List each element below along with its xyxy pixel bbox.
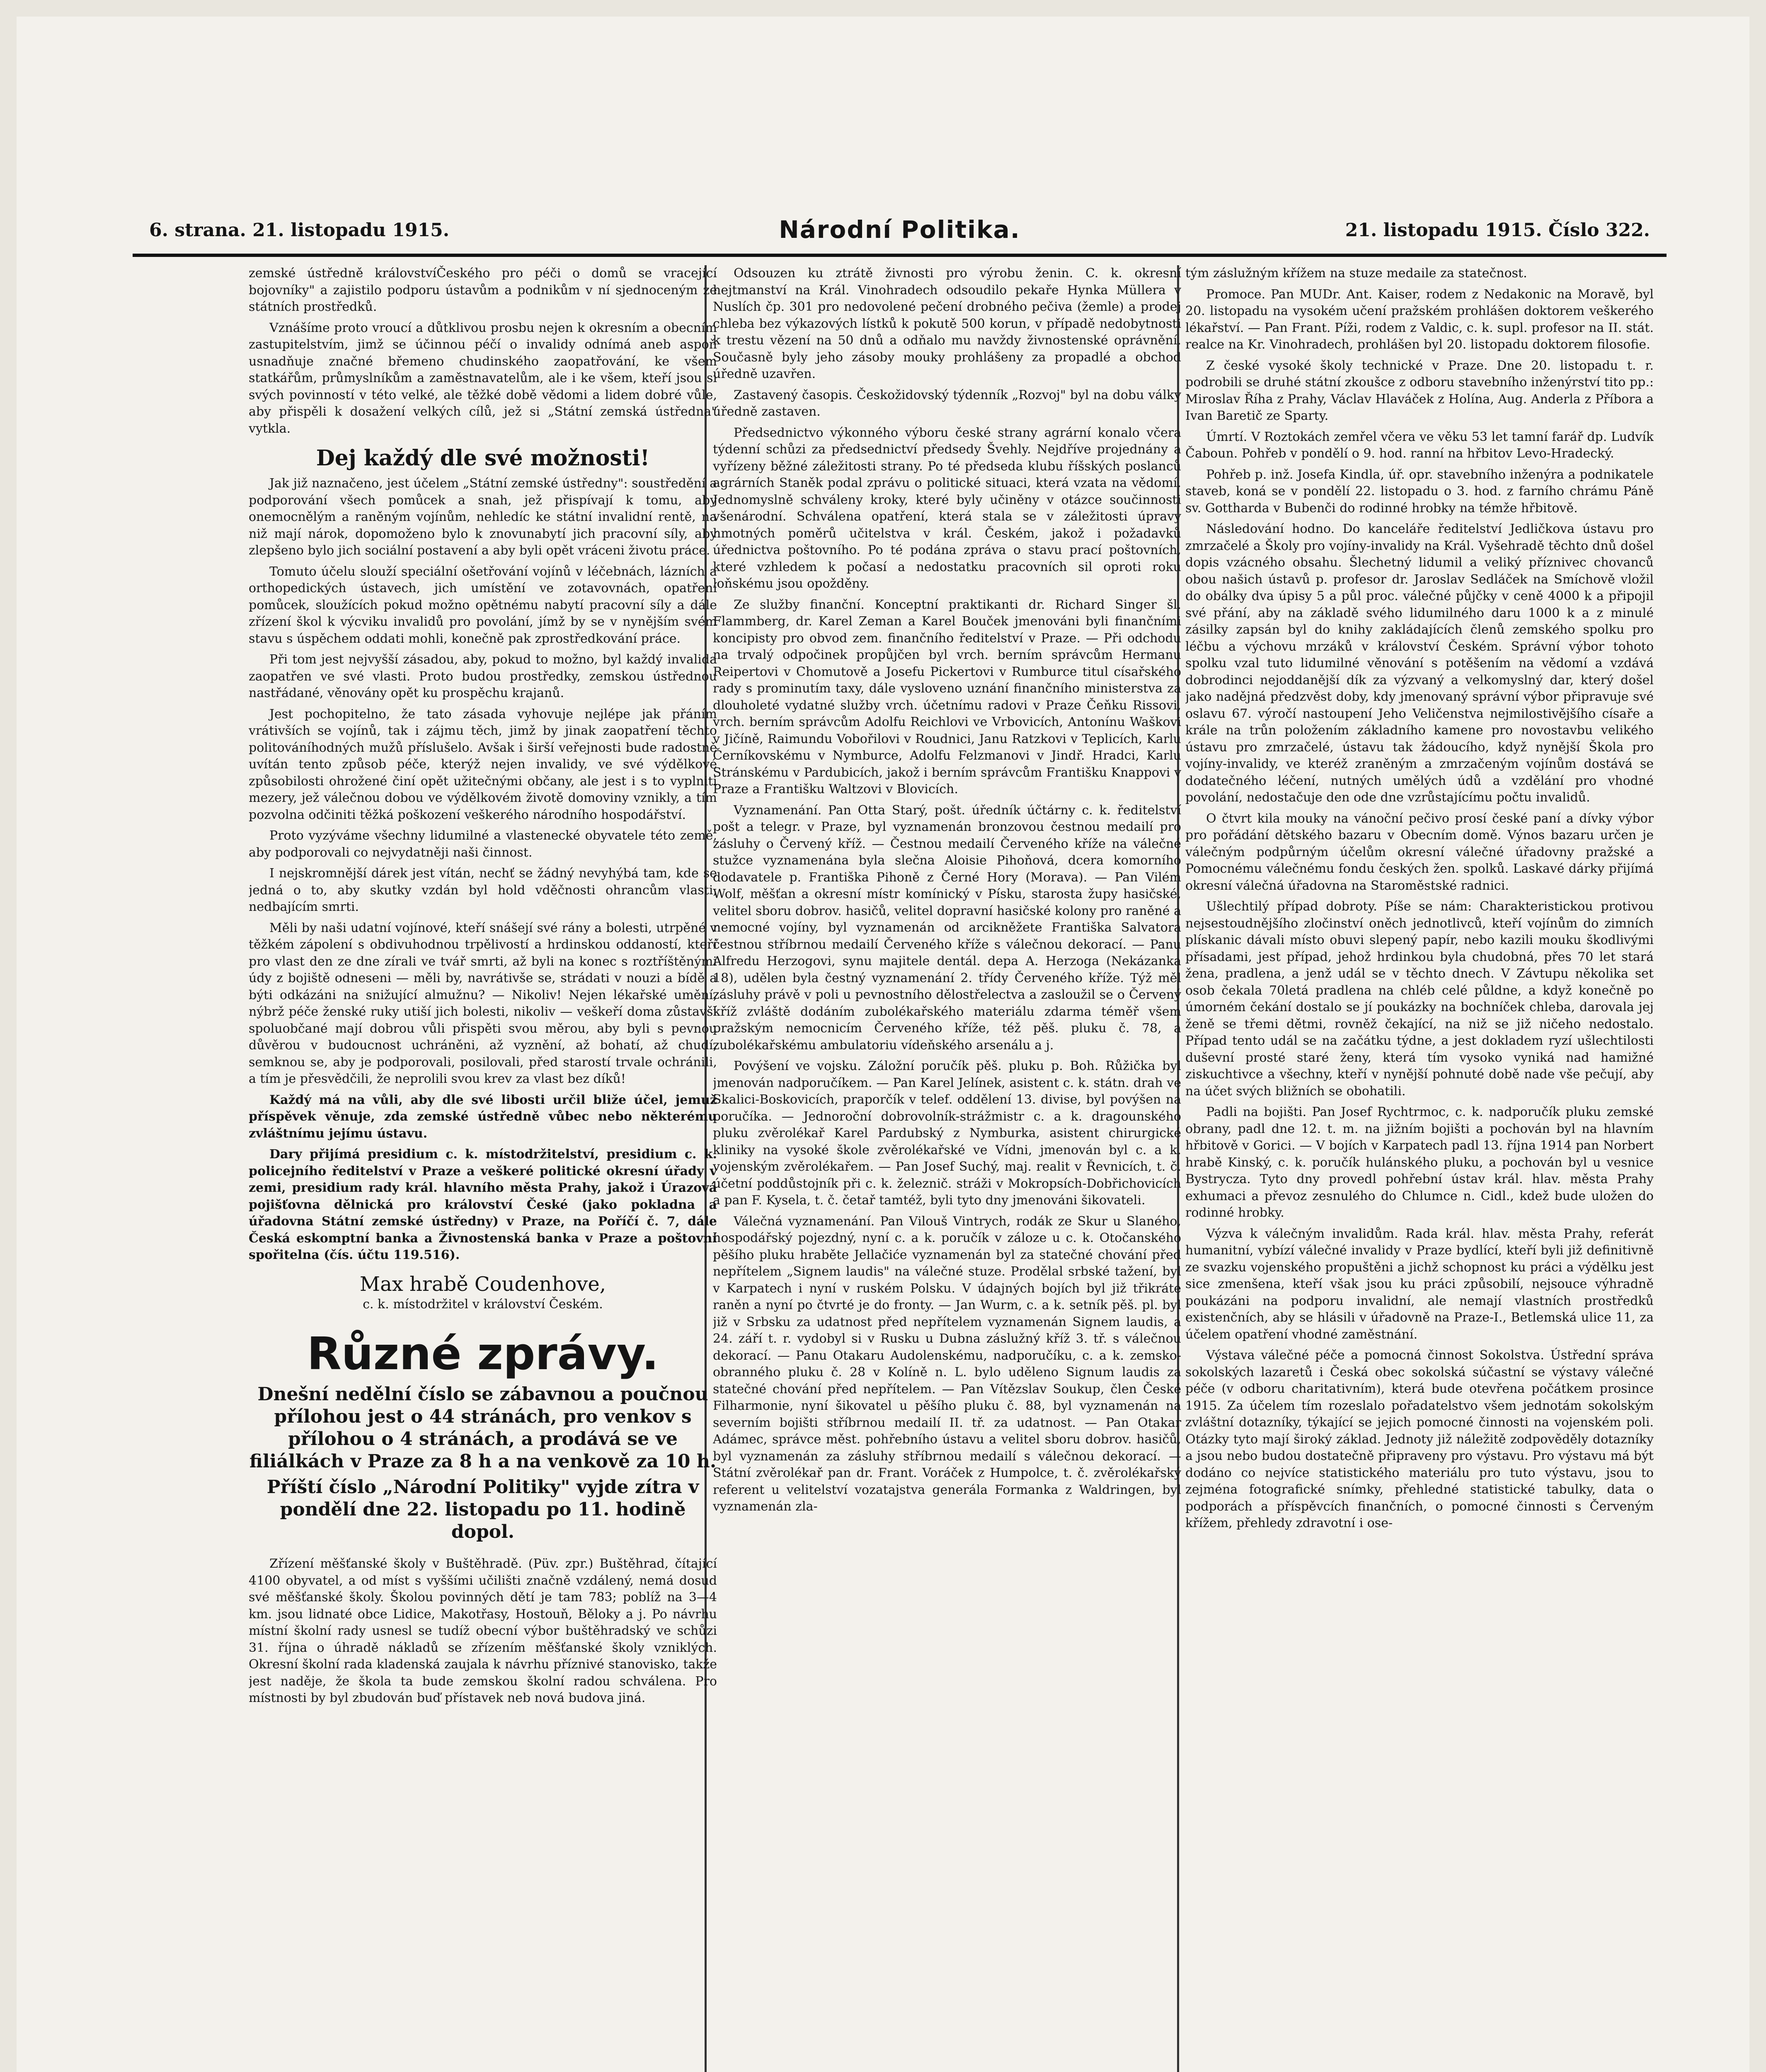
news-item: Zřízení měšťanské školy v Buštěhradě. (Püv. zpr.) Buštěhrad, čítající 4100 obyvatel, a od míst s vyššími učilišti značně vzdálený, nemá dosud své měšťanské školy. Školou povinných dětí je tam 783; poblíž na 3—4 km. jsou lidnaté obce Lidice, Makotřasy, Hostouň, Běloky a j. Po návrhu místní školní rady usnesl se tudíž obecní výbor buštěhradský ve schůzi 31. října o úhradě nákladů se zřízením měšťanské školy vzniklých. Okresní školní rada kladenská zaujala k návrhu příznivé stanovisko, takže jest naděje, že škola ta bude zemskou školní radou schválena. Pro místnosti by byl zbudován buď přístavek neb nová budova jiná.	[249, 1556, 717, 1705]
news-item: Povýšení ve vojsku. Záložní poručík pěš. pluku p. Boh. Růžička byl jmenován nadporučíkem. — Pan Karel Jelínek, asistent c. k. státn. drah ve Skalici-Boskovicích, praporčík v telef. oddělení 13. divise, byl povýšen na poručíka. — Jednoroční dobrovolník-strážmistr c. a k. dragounského pluku zvěrolékař Karel Pardubský z Nymburka, asistent chirurgické kliniky na vysoké škole zvěrolékařské ve Vídni, jmenován byl c. a k. vojenským zvěrolékařem. — Pan Josef Suchý, maj. realit v Řevnicích, t. č. účetní poddůstojník při c. k. železnič. stráži v Mokropsích-Dobřichovicích a pan F. Kysela, t. č. četař tamtéž, byli tyto dny jmenováni šikovateli.	[713, 1059, 1181, 1208]
column-2	[713, 265, 1181, 2072]
page-header	[133, 211, 1667, 257]
news-item: Následování hodno. Do kanceláře ředitelství Jedličkova ústavu pro zmrzačelé a Školy pro vojíny-invalidy na Král. Vyšehradě těchto dnů došel dopis vzácného obsahu. Šlechetný lidumil a veliký příznivec chovanců obou našich ústavů p. profesor dr. Jaroslav Sedláček na Smíchově vložil do obálky dva úpisy 5 a půl proc. válečné půjčky v ceně 4000 k a připojil své přání, aby na základě svého lidumilného daru 1000 k a z minulé zásilky zapsán byl do knihy zakládajících členů zemského spolku pro léčbu a výchovu mrzáků v království Českém. Správní výbor tohoto spolku vzal tuto lidumilné věnování s potěšením na vědomí a vzdává dobrodinci nejoddanější dík za výzvaný a velkomyslný dar, který došel jako nadějná předzvěst doby, kdy jmenovaný správní výbor připravuje své oslavu 67. výročí nastoupení Jeho Veličenstva nejmilostivějšího císaře a krále na trůn položením základního kamene pro novostavbu velikého ústavu pro zmrzačelé, ústavu tak žádoucího, když nynější Škola pro vojíny-invalidy, ve kteréž zraněným a zmrzačeným vojínům dostává se dodatečného léčení, nutných umělých údů a vzdělání pro vhodné povolání, nedostačuje den ode dne vzrůstajícímu počtu invalidů.	[1185, 522, 1654, 805]
header-left: 6. strana. 21. listopadu 1915.	[149, 220, 450, 241]
news-item: Promoce. Pan MUDr. Ant. Kaiser, rodem z Nedakonic na Moravě, byl 20. listopadu na vysokém učení pražském prohlášen doktorem veškerého lékařství. — Pan Frant. Píži, rodem z Valdic, c. k. supl. profesor na II. stát. realce na Kr. Vinohradech, prohlášen byl 20. listopadu doktorem filosofie.	[1185, 287, 1654, 352]
article-paragraph: Dary přijímá presidium c. k. místodržitelství, presidium c. k. policejního ředitelství v Praze a veškeré politické okresní úřady v zemi, presidium rady král. hlavního města Prahy, jakož i Úrazová pojišťovna dělnická pro království České (jako pokladna a úřadovna Státní zemské ústředny) v Praze, na Poříčí č. 7, dále Česká eskomptní banka a Živnostenská banka v Praze a poštovní spořitelna (čís. účtu 119.516).	[249, 1147, 717, 1262]
issue-notice	[249, 1383, 717, 1543]
signature-name: Max hrabě Coudenhove,	[359, 1272, 606, 1296]
issue-notice-1: Dnešní nedělní číslo se zábavnou a poučnou přílohou jest o 44 stránách, pro venkov s přílohou o 4 stránách, a prodává se ve filiálkách v Praze za 8 h a na venkově za 10 h.	[249, 1384, 717, 1472]
news-item: Padli na bojišti. Pan Josef Rychtrmoc, c. k. nadporučík pluku zemské obrany, padl dne 12. t. m. na jižním bojišti a pochován byl na hlavním hřbitově v Gorici. — V bojích v Karpatech padl 13. října 1914 pan Norbert hrabě Kinský, c. k. poručík hulánského pluku, a pochován byl u vesnice Bystrycza. Tyto dny provedl pohřební ústav král. hlav. města Prahy exhumaci a převoz zesnulého do Chlumce n. Cidl., kdež bude uložen do rodinné hrobky.	[1185, 1105, 1654, 1220]
news-item: Ze služby finanční. Konceptní praktikanti dr. Richard Singer šl. Flammberg, dr. Karel Zeman a Karel Bouček jmenováni byli finančními koncipisty pro obvod zem. finančního ředitelství v Praze. — Při odchodu na trvalý odpočinek propůjčen byl vrch. berním správcům Hermanu Reipertovi v Chomutově a Josefu Pickertovi v Rumburce titul císařského rady s prominutím taxy, dále vysloveno uznání finančního ministerstva za dlouholeté vydatné služby vrch. účetnímu radovi v Praze Čeňku Rissovi, vrch. berním správcům Adolfu Reichlovi ve Vrbovicích, Antonínu Waškovi v Jičíně, Raimundu Vobořilovi v Roudnici, Janu Ratzkovi v Teplicích, Karlu Černíkovskému v Nymburce, Adolfu Felzmanovi v Jindř. Hradci, Karlu Stránskému v Pardubicích, jakož i berním správcům Františku Knappovi v Praze a Františku Waltzovi v Blovicích.	[713, 597, 1181, 796]
article-paragraph: Měli by naši udatní vojínové, kteří snášejí své rány a bolesti, utrpěné v těžkém zápolení s obdivuhodnou trpělivostí a hrdinskou oddaností, kteří pro vlast den ze dne zírali ve tvář smrti, až byli na konec s roztříštěnými údy z bojiště odneseni — měli by, navrátivše se, strádati v nouzi a bídě a býti odkázáni na snižující almužnu? — Nikoliv! Nejen lékařské umění, nýbrž péče ženské ruky utiší jich bolesti, nikoliv — veškeří doma zůstavší spoluobčané mají dobrou vůli přispěti svou měrou, aby byli s pevnou důvěrou v budoucnost uchráněni, až vyznění, až bohatí, až chudí, semknou se, aby je podporovali, posilovali, před starostí trvale ochránili, a tím je přesvědčili, že neprolili svou krev za vlast bez díků!	[249, 920, 717, 1086]
article-paragraph: Proto vyzýváme všechny lidumilné a vlastenecké obyvatele této země, aby podporovali co nejvydatněji naši činnost.	[249, 828, 717, 860]
news-item: O čtvrt kila mouky na vánoční pečivo prosí české paní a dívky výbor pro pořádání dětského bazaru v Obecním domě. Výnos bazaru určen je válečným podpůrným účelům okresní válečné úřadovny pražské a Pomocnému válečnému fondu českých žen. spolků. Laskavé dárky přijímá okresní válečná úřadovna na Staroměstské radnici.	[1185, 811, 1654, 893]
news-item: Z české vysoké školy technické v Praze. Dne 20. listopadu t. r. podrobili se druhé státní zkoušce z odboru stavebního inženýrství tito pp.: Miroslav Říha z Prahy, Václav Hlaváček z Holína, Aug. Anderla z Příbora a Ivan Baretič ze Sparty.	[1185, 358, 1654, 423]
article-paragraph: Jak již naznačeno, jest účelem „Státní zemské ústředny": soustředění a podporování všech pomůcek a snah, jež přispívají k tomu, aby onemocnělým a raněným vojínům, nehledíc ke státní invalidní rentě, na niž mají nárok, dopomoženo bylo k znovunabytí jich pracovní síly, aby zlepšeno bylo jich sociální postavení a aby byli opět vráceni životu práce.	[249, 476, 717, 558]
article-paragraph: Tomuto účelu slouží speciální ošetřování vojínů v léčebnách, lázních a orthopedických ústavech, jich umístění ve zotavovnách, opatření pomůcek, sloužících pokud možno opětnému nabytí pracovní síly a dále zřízení škol k výcviku invalidů pro povolání, jímž by se v nynějším svém stavu s úspěchem oddati mohli, konečně pak zprostředkování práce.	[249, 564, 717, 646]
header-right: 21. listopadu 1915. Číslo 322.	[1345, 220, 1650, 241]
news-item: Zastavený časopis. Českožidovský týdenník „Rozvoj" byl na dobu války úředně zastaven.	[713, 387, 1181, 419]
issue-notice-2: Příští číslo „Národní Politiky" vyjde zítra v pondělí dne 22. listopadu po 11. hodině dopol.	[266, 1477, 699, 1542]
column-1	[249, 265, 717, 2072]
newspaper-page	[17, 17, 1749, 2072]
article-paragraph: Každý má na vůli, aby dle své libosti určil bliže účel, jemuž příspěvek věnuje, zda zemské ústředně vůbec nebo některému zvláštnímu jejímu ústavu.	[249, 1092, 717, 1141]
news-item: Pohřeb p. inž. Josefa Kindla, úř. opr. stavebního inženýra a podnikatele staveb, koná se v pondělí 22. listopadu o 3. hod. z farního chrámu Páně sv. Gottharda v Bubenči do rodinné hrobky na témže hřbitově.	[1185, 467, 1654, 516]
appeal-heading: Dej každý dle své možnosti!	[316, 445, 650, 471]
article-paragraph: Jest pochopitelno, že tato zásada vyhovuje nejlépe jak přáním vrátivších se vojínů, tak i zájmu těch, jimž by jinak zaopatření těchto politováníhodných mužů příslušelo. Avšak i širší veřejnosti bude radostně uvítán tento způsob péče, kterýž nejen invalidy, ve své výdělkové způsobilosti ohrožené činí opět užitečnými občany, ale jest i s to vyplniti mezery, jež válečnou dobou ve výdělkovém životě domoviny vznikly, a tím pozvolna odčiniti těžká poškození veškerého národního hospodářství.	[249, 707, 717, 822]
signature-title: c. k. místodržitel v království Českém.	[363, 1297, 603, 1312]
news-item: Výzva k válečným invalidům. Rada král. hlav. města Prahy, referát humanitní, vybízí válečné invalidy v Praze bydlící, kteří byli již definitivně ze svazku vojenského propuštěni a jichž schopnost ku práci a výdělku jest sice zmenšena, kteří však jsou ku práci způsobilí, nejsouce výhradně poukázáni na podporu invalidní, ale nemají vlastních prostředků existenčních, aby se hlásili v úřadovně na Praze-I., Betlemská ulice 11, za účelem opatření vhodné zaměstnání.	[1185, 1226, 1654, 1342]
news-item: Odsouzen ku ztrátě živnosti pro výrobu ženin. C. k. okresní hejtmanství na Král. Vinohradech odsoudilo pekaře Hynka Müllera v Nuslích čp. 301 pro nedovolené pečení drobného pečiva (žemle) a prodej chleba bez výkazových lístků k pokutě 500 korun, v případě nedobytnosti k trestu vězení na 50 dnů a odňalo mu navždy živnostenské oprávnění. Současně byly jeho zásoby mouky prohlášeny za propadlé a obchod úředně uzavřen.	[713, 266, 1181, 381]
news-item: Úmrtí. V Roztokách zemřel včera ve věku 53 let tamní farář dp. Ludvík Čaboun. Pohřeb v pondělí o 9. hod. ranní na hřbitov Levo-Hradecký.	[1185, 429, 1654, 461]
article-paragraph: Vznášíme proto vroucí a důtklivou prosbu nejen k okresním a obecním zastupitelstvím, jimž se účinnou péčí o invalidy odnímá aneb aspoň usnadňuje značné břemeno chudinského zaopatřování, ke všem statkářům, průmyslníkům a zaměstnavatelům, ale i ke všem, kteří jsou si svých povinností v této velké, ale těžké době vědomi a lidem dobré vůle, aby přispěli k dosažení velkých cílů, jež si „Státní zemská ústředna" vytkla.	[249, 320, 717, 436]
article-paragraph: zemské ústředně královstvíČeského pro péči o domů se vracející bojovníky" a zajistilo podporu ústavům a podnikům v ní sjednoceným ze státních prostředků.	[249, 266, 717, 314]
column-3	[1185, 265, 1654, 2072]
news-item: Válečná vyznamenání. Pan Vilouš Vintrych, rodák ze Skur u Slaného, hospodářský pojezdný, nyní c. a k. poručík v záloze u c. k. Otočanského pěšího pluku hraběte Jellačiće vyznamenán byl za statečné chování před nepřítelem „Signem laudis" na válečné stuze. Prodělal srbské tažení, byl v Karpatech i nyní v ruském Polsku. V údajných bojích byl již třikráte raněn a nyní po čtvrté je do fronty. — Jan Wurm, c. a k. setník pěš. pl. byl již v Srbsku za udatnost před nepřítelem vyznamenán Signem laudis, a 24. září t. r. vydobyl si v Rusku u Dubna záslužný kříž 3. tř. s válečnou dekorací. — Panu Otakaru Audolenskému, nadporučíku, c. a k. zemsko-obranného pluku č. 28 v Kolíně n. L. bylo uděleno Signum laudis za statečné chování před nepřítelem. — Pan Vítězslav Soukup, člen České Filharmonie, nyní šikovatel u pěšího pluku č. 88, byl vyznamenán na severním bojišti stříbrnou medailí II. tř. za udatnost. — Pan Otakar Adámec, správce měst. pohřebního ústavu a velitel sboru dobrov. hasičů, byl vyznamenán za zásluhy stříbrnou medailí s válečnou dekorací. — Státní zvěrolékař pan dr. Frant. Voráček z Humpolce, t. č. zvěrolékařský referent u velitelství vozatajstva generála Formanka z Waldringen, byl vyznamenán zla-	[713, 1214, 1181, 1514]
article-paragraph: I nejskromnější dárek jest vítán, nechť se žádný nevyhýbá tam, kde se jedná o to, aby skutky vzdán byl hold vděčnosti ohrancům vlasti, nedbajícím smrti.	[249, 866, 717, 914]
news-item: tým záslužným křížem na stuze medaile za statečnost.	[1185, 266, 1527, 281]
news-item: Předsednictvo výkonného výboru české strany agrární konalo včera týdenní schůzi za předsednictví předsedy Švehly. Nejdříve projednány a vyřízeny běžné záležitosti strany. Po té předseda klubu říšských poslanců agrárních Staněk podal zprávu o politické situaci, která vzata na vědomí. Jednomyslně schváleny kroky, které byly učiněny v otázce součinnosti všenárodní. Schválena opatření, která stala se v záležitosti úpravy hmotných poměrů učitelstva v král. Českém, jakož i požadavků úřednictva poštovního. Po té podána zpráva o stavu prací poštovních, které vzhledem k počasí a nedostatku pracovních sil oproti roku loňskému jsou opožděny.	[713, 425, 1181, 591]
article-paragraph: Při tom jest nejvyšší zásadou, aby, pokud to možno, byl každý invalida zaopatřen ve své vlasti. Proto budou prostředky, zemskou ústřednou nastřádané, věnovány opět ku prospěchu krajanů.	[249, 652, 717, 700]
news-item: Ušlechtilý případ dobroty. Píše se nám: Charakteristickou protivou nejsestoudnějšího zločinství oněch jednotlivců, kteří vojínům do zimních plískanic dávali místo obuvi slepený papír, nebo kazili mouku škodlivými přísadami, jest případ, jehož hrdinkou byla chudobná, přes 70 let stará žena, pradlena, a jenž udál se v těchto dnech. V Závtupu několika set osob čekala 70letá pradlena na chléb celé půldne, a když konečně po úmorném čekání dostalo se jí poukázky na bochníček chleba, darovala jej ženě se třemi dětmi, rovněž čekající, na niž se již ničeho nedostalo. Případ tento udál se na začátku týdne, a jest dokladem ryzí ušlechtilosti duševní prosté staré ženy, která tím vysoko vyniká nad hamižné ziskuchtivce a všechny, kteří v nynější pohnuté době nade vše pečují, aby na účet svých bližních se obohatili.	[1185, 899, 1654, 1099]
masthead-title: Národní Politika.	[779, 215, 1020, 244]
news-item: Vyznamenání. Pan Otta Starý, pošt. úředník účtárny c. k. ředitelství pošt a telegr. v Praze, byl vyznamenán bronzovou čestnou medailí pro zásluhy o Červený kříž. — Čestnou medailí Červeného kříže na válečné stužce vyznamenána byla slečna Aloisie Pihoňová, dcera komorního dodavatele p. Františka Pihoně z Černé Hory (Morava). — Pan Vilém Wolf, měšťan a okresní místr komínický v Písku, starosta župy hasičské, velitel sboru dobrov. hasičů, velitel dopravní hasičské kolony pro raněné a nemocné vojíny, byl vyznamenán od arcikněžete Františka Salvatora čestnou stříbrnou medailí Červeného kříže s válečnou dekorací. — Panu Alfredu Herzogovi, synu majitele dentál. depa A. Herzoga (Nekázanka 18), udělen byla čestný vyznamenání 2. třídy Červeného kříže. Týž měl zásluhy právě v poli u pevnostního dělostřelectva a zasloužil se o Červený kříž zvláště dodáním zubolékařského materiálu zdarma téměř všem pražským nemocnicím Červeného kříže, též pěš. pluku č. 78, a zubolékařskému ambulatoriu vídeňského arsenálu a j.	[713, 803, 1181, 1053]
section-heading: Různé zprávy.	[307, 1328, 659, 1380]
news-item: Výstava válečné péče a pomocná činnost Sokolstva. Ústřední správa sokolských lazaretů i Česká obec sokolská súčastní se výstavy válečné péče (v odboru charitativním), která bude otevřena počátkem prosince 1915. Za účelem tím rozeslalo pořadatelstvo všem jednotám sokolským zvláštní dotazníky, týkající se jejich pomocné činnosti na vojenském poli. Otázky tyto mají široký základ. Jednoty již náležitě zodpověděly dotazníky a jsou nebo budou dostatečně připraveny pro výstavu. Pro výstavu má být dodáno co nejvíce statistického materiálu pro tuto výstavu, jsou to zejména fotografické snímky, přehledné statistické tabulky, data o podporách a příspěvcích finančních, o pomocné činnosti s Červeným křížem, přehledy zdravotní i ose-	[1185, 1348, 1654, 1530]
